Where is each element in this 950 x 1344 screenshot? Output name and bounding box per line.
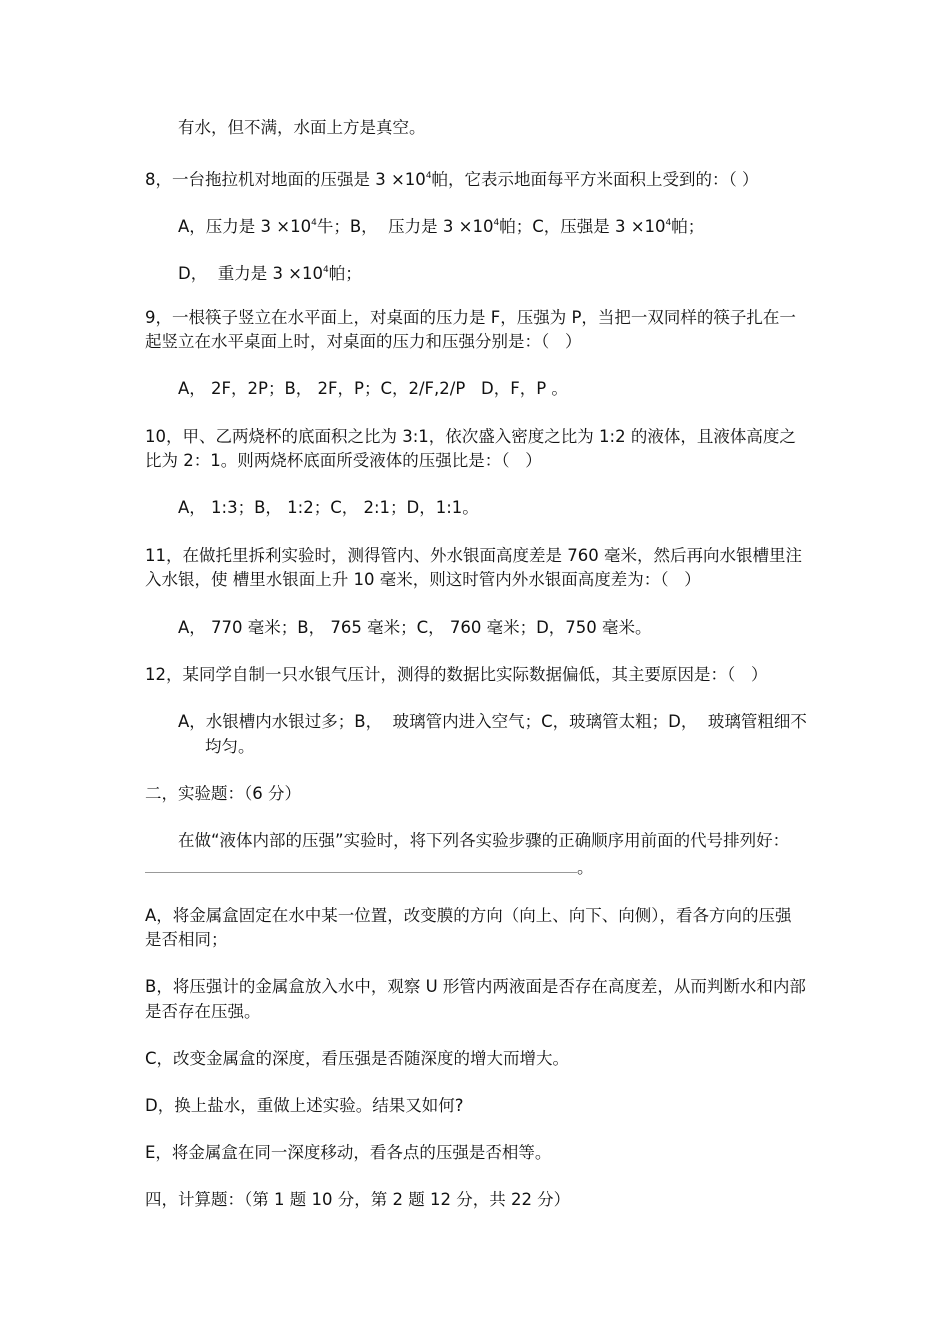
section2-heading: 二，实验题：（6 分） — [145, 784, 301, 803]
q10-options: A， 1:3；B， 1:2；C， 2:1；D，1:1。 — [178, 498, 479, 517]
q9-stem-line2: 起竖立在水平桌面上时，对桌面的压力和压强分别是：（ ） — [145, 332, 582, 351]
q10-stem-line2: 比为 2：1。则两烧杯底面所受液体的压强比是：（ ） — [145, 451, 542, 470]
step-a-line1: A，将金属盒固定在水中某一位置，改变膜的方向（向上、向下、向侧），看各方向的压强 — [145, 906, 792, 925]
q10-stem-line1: 10，甲、乙两烧杯的底面积之比为 3:1，依次盛入密度之比为 1:2 的液体，且液体高度之 — [145, 427, 796, 446]
q9-stem-line1: 9，一根筷子竖立在水平面上，对桌面的压力是 F，压强为 P，当把一双同样的筷子扎在一 — [145, 308, 796, 327]
q11-stem-line1: 11，在做托里拆利实验时，测得管内、外水银面高度差是 760 毫米，然后再向水银槽里注 — [145, 546, 802, 565]
step-b-line1: B，将压强计的金属盒放入水中，观察 U 形管内两液面是否存在高度差，从而判断水和内部 — [145, 977, 806, 996]
step-e: E，将金属盒在同一深度移动，看各点的压强是否相等。 — [145, 1143, 552, 1162]
q9-options: A， 2F，2P；B， 2F，P；C，2/F,2/P D，F，P 。 — [178, 379, 568, 398]
q8-option-d: D， 重力是 $3 \times 10^4$帕； — [178, 264, 362, 283]
answer-blank[interactable] — [145, 858, 577, 873]
step-a-line2: 是否相同； — [145, 930, 228, 949]
section2-prompt: 在做“液体内部的压强”实验时，将下列各实验步骤的正确顺序用前面的代号排列好： — [178, 831, 790, 850]
step-b-line2: 是否存在压强。 — [145, 1002, 261, 1021]
q11-stem-line2: 入水银，使 槽里水银面上升 10 毫米，则这时管内外水银面高度差为：（ ） — [145, 570, 701, 589]
q11-options: A， 770 毫米；B， 765 毫米；C， 760 毫米；D，750 毫米。 — [178, 618, 652, 637]
q8-options-abc: A，压力是 $3 \times 10^4$牛；B， 压力是 $3 \times 10^4$帕；C，压强是 $3 \times 10^4$帕； — [178, 217, 705, 236]
q7-tail: 有水，但不满，水面上方是真空。 — [178, 118, 426, 137]
q12-stem: 12，某同学自制一只水银气压计，测得的数据比实际数据偏低，其主要原因是：（ ） — [145, 665, 768, 684]
q8-stem: 8，一台拖拉机对地面的压强是 $3 \times 10^4$帕，它表示地面每平方米面积上受到的：（ ） — [145, 170, 759, 189]
q12-options-line2: 均匀。 — [205, 737, 255, 756]
step-c: C，改变金属盒的深度，看压强是否随深度的增大而增大。 — [145, 1049, 570, 1068]
section4-heading: 四，计算题：（第 1 题 10 分，第 2 题 12 分，共 22 分） — [145, 1190, 571, 1209]
answer-blank-line: 。 — [145, 855, 810, 881]
step-d: D，换上盐水，重做上述实验。结果又如何? — [145, 1096, 464, 1115]
q12-options-line1: A，水银槽内水银过多；B， 玻璃管内进入空气；C，玻璃管太粗；D， 玻璃管粗细不 — [178, 712, 807, 731]
